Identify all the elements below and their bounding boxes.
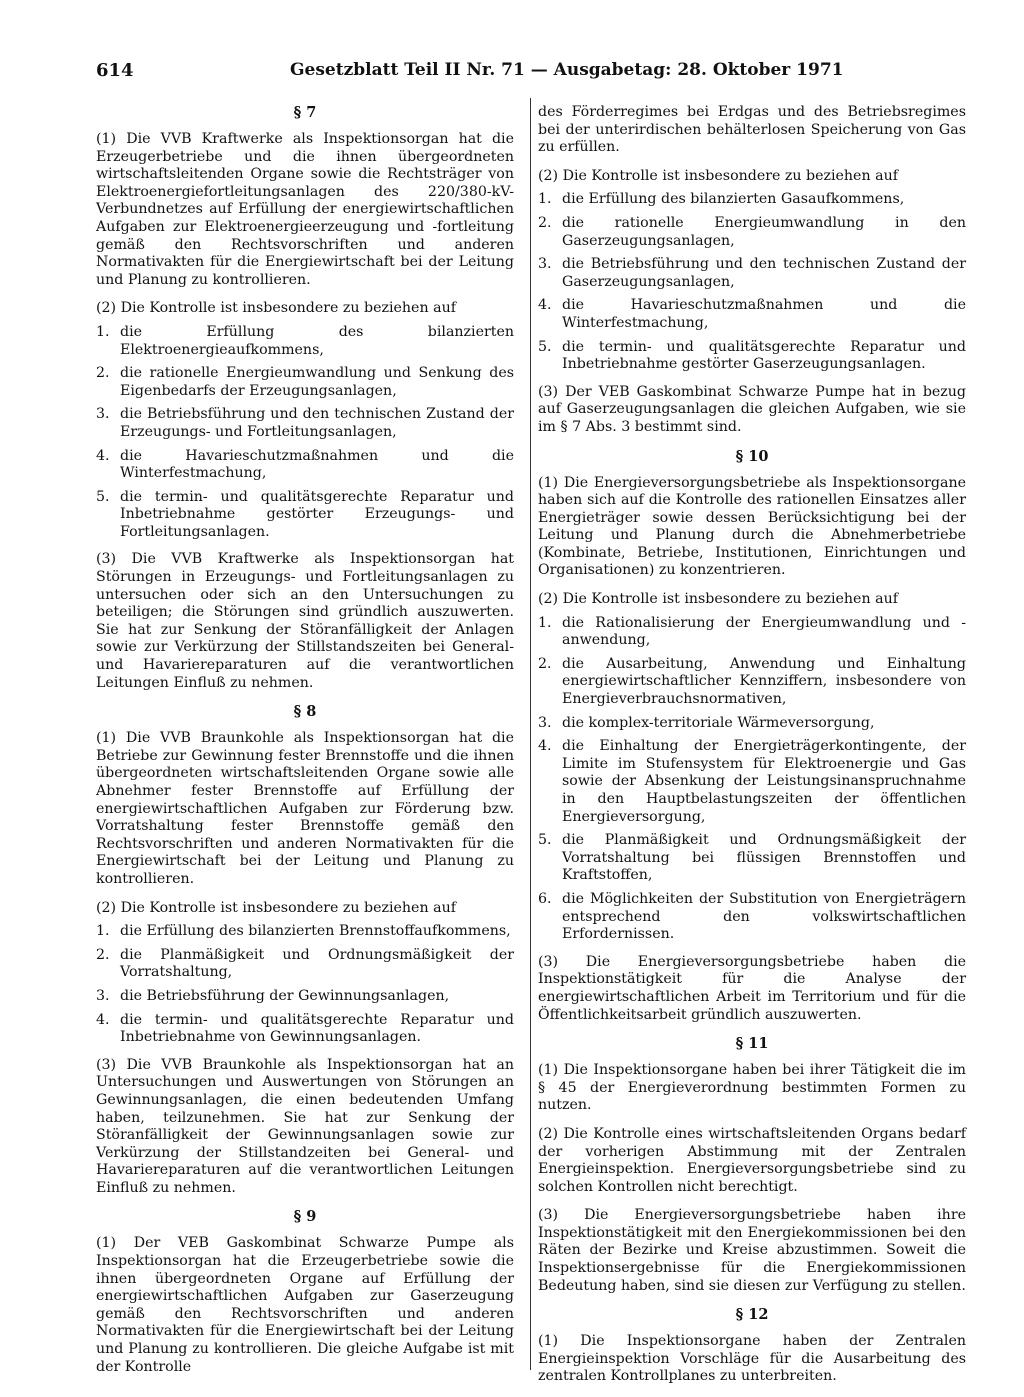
paragraph: (1) Der VEB Gaskombinat Schwarze Pumpe als Inspektionsorgan hat die Erzeugerbetriebe sowie die ihnen übergeordneten Organe auf Erfüllung der energiewirtschaftlichen Aufgaben zur Gaserzeugung gemäß den Rechtsvorschriften und anderen Normativakten für die Energiewirtschaft bei der Leitung und Planung zu kontrollieren. Die gleiche Aufgabe ist mit der Kontrolle (96, 1235, 514, 1375)
list-item (96, 923, 514, 941)
item-number: 3. (96, 406, 110, 423)
paragraph: (1) Die Inspektionsorgane haben der Zentralen Energieinspektion Vorschläge für die Ausarbeitung des zentralen Kontrollplanes zu unterbreiten. (538, 1333, 966, 1385)
item-number: 3. (96, 987, 110, 1004)
item-number: 2. (96, 946, 110, 963)
numbered-list (96, 324, 514, 542)
item-text: die Einhaltung der Energieträgerkontingente, der Limite im Stufensystem für Elektroenergie und Gas sowie der Absenkung der Leistungsinanspruchnahme in den Hauptbelastungszeiten der öffentlichen Energieversorgung, (562, 738, 966, 825)
page-number: 614 (96, 60, 134, 81)
item-text: die termin- und qualitätsgerechte Reparatur und Inbetriebnahme von Gewinnungsanlagen. (120, 1011, 514, 1046)
item-number: 4. (96, 1011, 110, 1028)
item-text: die Möglichkeiten der Substitution von Energieträgern entsprechend den volkswirtschaftlichen Erfordernissen. (562, 890, 966, 943)
item-number: 5. (96, 488, 110, 505)
item-number: 1. (96, 323, 110, 340)
item-number: 1. (96, 923, 110, 940)
list-item (538, 715, 966, 733)
paragraph: (2) Die Kontrolle eines wirtschaftsleitenden Organs bedarf der vorherigen Abstimmung mit der Zentralen Energieinspektion. Energieversorgungsbetriebe sind zu solchen Kontrollen nicht berechtigt. (538, 1125, 966, 1195)
list-item (96, 1012, 514, 1047)
list-item (538, 832, 966, 885)
item-text: die komplex-territoriale Wärmeversorgung, (562, 714, 875, 731)
list-item (538, 615, 966, 650)
paragraph: (1) Die Inspektionsorgane haben bei ihrer Tätigkeit die im § 45 der Energieverordnung bestimmten Formen zu nutzen. (538, 1062, 966, 1114)
list-item (96, 448, 514, 483)
item-text: die Ausarbeitung, Anwendung und Einhaltung energiewirtschaftlicher Kennziffern, insbesondere von Energieverbrauchsnormativen, (562, 655, 966, 708)
paragraph: (2) Die Kontrolle ist insbesondere zu beziehen auf (538, 167, 898, 184)
list-item (538, 738, 966, 826)
item-text: die Rationalisierung der Energieumwandlung und -anwendung, (562, 614, 966, 649)
item-text: die Havarieschutzmaßnahmen und die Winterfestmachung, (120, 447, 514, 482)
item-text: die Havarieschutzmaßnahmen und die Winterfestmachung, (562, 297, 966, 331)
page-header (96, 60, 976, 90)
item-number: 2. (96, 365, 110, 382)
item-number: 3. (538, 256, 552, 273)
list-item (96, 324, 514, 359)
item-number: 2. (538, 214, 552, 231)
paragraph: (3) Die Energieversorgungsbetriebe haben die Inspektionstätigkeit für die Analyse der energiewirtschaftlichen Arbeit im Territorium und für die Öffentlichkeitsarbeit gründlich auszuwerten. (538, 953, 966, 1023)
list-item (96, 947, 514, 982)
item-text: die Planmäßigkeit und Ordnungsmäßigkeit der Vorratshaltung bei flüssigen Brennstoffen und Kraftstoffen, (562, 832, 966, 884)
item-text: die termin- und qualitätsgerechte Reparatur und Inbetriebnahme gestörter Gaserzeugungsanlagen. (562, 338, 966, 373)
paragraph: (1) Die VVB Kraftwerke als Inspektionsorgan hat die Erzeugerbetriebe und die ihnen übergeordneten wirtschaftsleitenden Organe sowie die Rechtsträger von Elektroenergiefortleitungsanlagen des 220/380-kV-Verbundnetzes auf Erfüllung der energiewirtschaftlichen Aufgaben zur Elektroenergieerzeugung und -fortleitung gemäß den Rechtsvorschriften und anderen Normativakten für die Energiewirtschaft bei der Leitung und Planung zu kontrollieren. (96, 131, 514, 288)
list-item (538, 339, 966, 374)
item-text: die Erfüllung des bilanzierten Elektroenergieaufkommens, (120, 323, 514, 358)
item-number: 2. (538, 655, 552, 672)
numbered-list (538, 615, 966, 944)
list-item (96, 365, 514, 400)
list-item (96, 988, 514, 1006)
section-heading-10: § 10 (735, 447, 769, 465)
paragraph: des Förderregimes bei Erdgas und des Betriebsregimes bei der unterirdischen behälterlosen Speicherung von Gas zu erfüllen. (538, 104, 966, 156)
list-item (96, 489, 514, 542)
section-heading-12: § 12 (735, 1306, 769, 1324)
section-heading-9: § 9 (293, 1208, 317, 1226)
item-text: die Betriebsführung und den technischen Zustand der Gaserzeugungsanlagen, (562, 256, 966, 290)
item-text: die Planmäßigkeit und Ordnungsmäßigkeit der Vorratshaltung, (120, 946, 514, 981)
item-number: 5. (538, 832, 552, 849)
right-column (538, 104, 966, 1397)
item-text: die termin- und qualitätsgerechte Reparatur und Inbetriebnahme gestörter Erzeugungs- und Fortleitungsanlagen. (120, 488, 514, 540)
item-number: 1. (538, 614, 552, 631)
item-text: die Betriebsführung der Gewinnungsanlagen, (120, 987, 450, 1004)
numbered-list (96, 923, 514, 1047)
paragraph: (3) Die VVB Braunkohle als Inspektionsorgan hat an Untersuchungen und Auswertungen von Störungen an Gewinnungsanlagen, die einen bedeutenden Umfang haben, teilzunehmen. Sie hat zur Senkung der Störanfälligkeit der Gewinnungsanlagen sowie zur Verkürzung der Stillstandzeiten bei General- und Havariereparaturen auf die verantwortlichen Leitungen Einfluß zu nehmen. (96, 1056, 514, 1196)
paragraph: (2) Die Kontrolle ist insbesondere zu beziehen auf (96, 899, 456, 916)
section-heading-7: § 7 (293, 104, 317, 121)
item-text: die rationelle Energieumwandlung in den Gaserzeugungsanlagen, (562, 214, 966, 249)
item-number: 5. (538, 338, 552, 355)
list-item (538, 256, 966, 291)
item-text: die rationelle Energieumwandlung und Senkung des Eigenbedarfs der Erzeugungsanlagen, (120, 365, 514, 399)
left-column (96, 104, 514, 1387)
list-item (96, 406, 514, 441)
section-heading-8: § 8 (293, 703, 317, 721)
item-number: 4. (96, 447, 110, 464)
paragraph: (3) Der VEB Gaskombinat Schwarze Pumpe hat in bezug auf Gaserzeugungsanlagen die gleichen Aufgaben, wie sie im § 7 Abs. 3 bestimmt sind. (538, 383, 966, 435)
paragraph: (2) Die Kontrolle ist insbesondere zu beziehen auf (96, 300, 456, 317)
item-text: die Betriebsführung und den technischen Zustand der Erzeugungs- und Fortleitungsanlagen, (120, 406, 514, 440)
item-number: 3. (538, 714, 552, 731)
item-text: die Erfüllung des bilanzierten Brennstoffaufkommens, (120, 923, 511, 940)
item-number: 4. (538, 297, 552, 314)
list-item (538, 891, 966, 944)
list-item (538, 656, 966, 709)
paragraph: (1) Die Energieversorgungsbetriebe als Inspektionsorgane haben sich auf die Kontrolle des rationellen Einsatzes aller Energieträger sowie dessen Berücksichtigung bei der Leitung und Planung durch die Abnehmerbetriebe (Kombinate, Betriebe, Institutionen, Einrichtungen und Organisationen) zu konzentrieren. (538, 474, 966, 579)
item-text: die Erfüllung des bilanzierten Gasaufkommens, (562, 191, 905, 208)
list-item (538, 215, 966, 250)
column-divider (530, 98, 531, 1370)
item-number: 1. (538, 191, 552, 208)
list-item (538, 191, 966, 209)
item-number: 6. (538, 890, 552, 907)
paragraph: (3) Die Energieversorgungsbetriebe haben ihre Inspektionstätigkeit mit den Energiekommissionen bei den Räten der Bezirke und Kreise abzustimmen. Soweit die Inspektionsergebnisse für die Energiekommissionen Bedeutung haben, sind sie diesen zur Verfügung zu stellen. (538, 1207, 966, 1294)
paragraph: (2) Die Kontrolle ist insbesondere zu beziehen auf (538, 591, 898, 608)
paragraph: (3) Die VVB Kraftwerke als Inspektionsorgan hat Störungen in Erzeugungs- und Fortleitungsanlagen zu untersuchen oder sich an den Untersuchungen zu beteiligen; die Störungen sind gründlich auszuwerten. Sie hat zur Senkung der Störanfälligkeit der Anlagen sowie zur Verkürzung der Stillstandszeiten bei General- und Havariereparaturen auf die verantwortlichen Leitungen Einfluß zu nehmen. (96, 551, 514, 691)
numbered-list (538, 191, 966, 373)
running-title: Gesetzblatt Teil II Nr. 71 — Ausgabetag: 28. Oktober 1971 (290, 60, 844, 80)
item-number: 4. (538, 738, 552, 755)
section-heading-11: § 11 (735, 1035, 769, 1053)
list-item (538, 297, 966, 332)
paragraph: (1) Die VVB Braunkohle als Inspektionsorgan hat die Betriebe zur Gewinnung fester Brennstoffe und die ihnen übergeordneten wirtschaftsleitenden Organe sowie alle Abnehmer fester Brennstoffe auf Erfüllung der energiewirtschaftlichen Aufgaben zur Förderung bzw. Vorratshaltung fester Brennstoffe gemäß den Rechtsvorschriften und anderen Normativakten für die Energiewirtschaft bei der Leitung und Planung zu kontrollieren. (96, 730, 514, 887)
